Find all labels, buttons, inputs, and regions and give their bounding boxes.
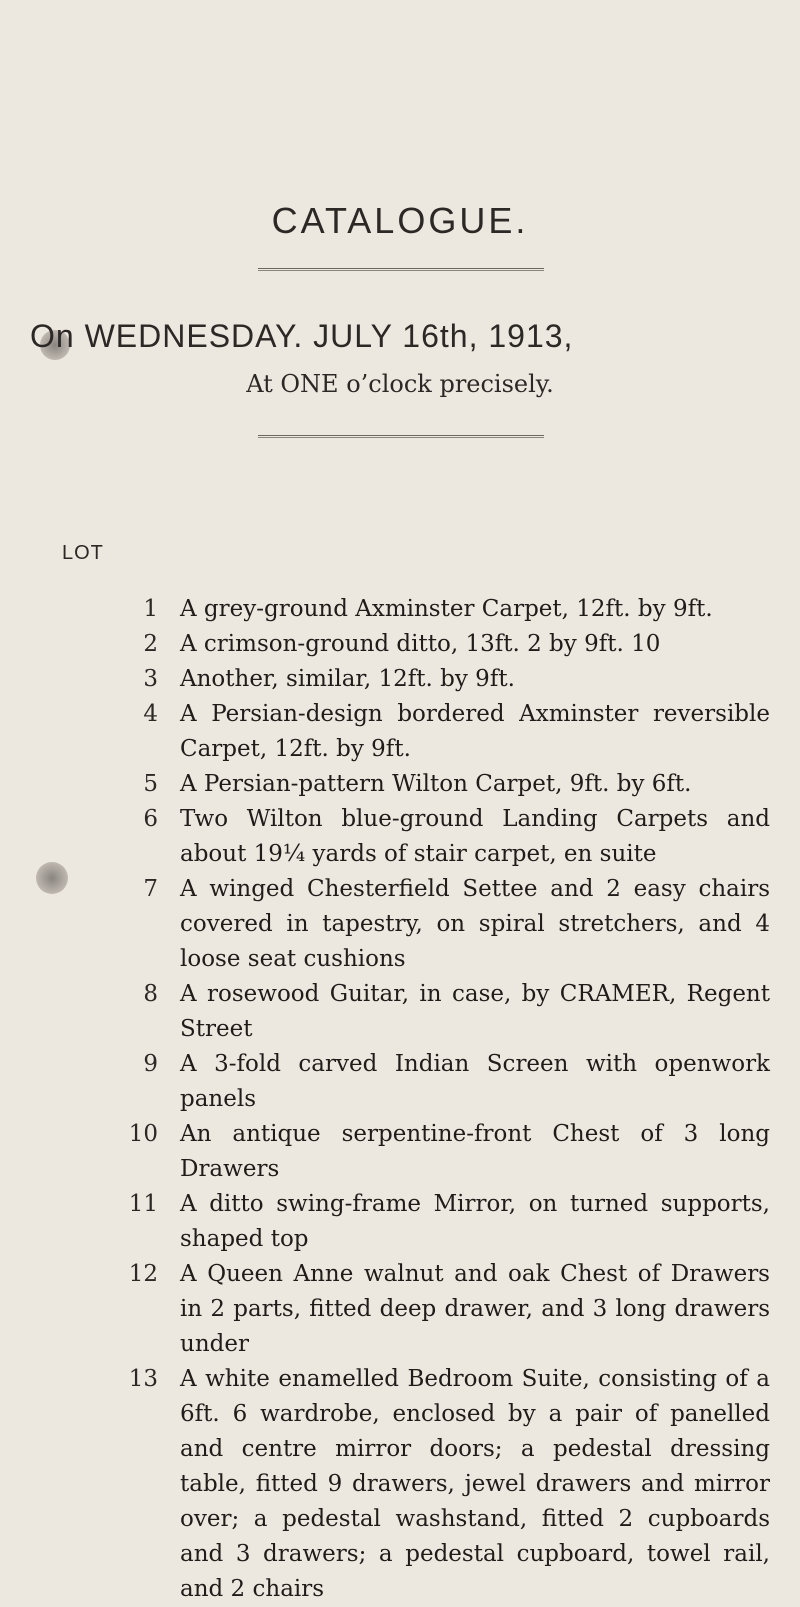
lot-number: 11 bbox=[128, 1191, 158, 1217]
lot-number: 10 bbox=[128, 1121, 158, 1147]
lot-description: Two Wilton blue-ground Landing Carpets and about 19¼ yards of stair carpet, en suite bbox=[180, 806, 770, 867]
lot-number: 6 bbox=[143, 806, 158, 832]
lot-description: A 3-fold carved Indian Screen with openwork panels bbox=[180, 1051, 770, 1112]
sale-date: On WEDNESDAY. JULY 16th, 1913, bbox=[30, 318, 574, 354]
lot-entry bbox=[0, 1187, 800, 1257]
lot-description: An antique serpentine-front Chest of 3 long Drawers bbox=[180, 1121, 770, 1182]
lot-entry bbox=[0, 1362, 800, 1607]
lot-number: 2 bbox=[143, 631, 158, 657]
lot-entry bbox=[0, 592, 800, 627]
lot-description: A winged Chesterfield Settee and 2 easy chairs covered in tapestry, on spiral stretchers, and 4 loose seat cushions bbox=[180, 876, 770, 972]
lot-number: 4 bbox=[143, 701, 158, 727]
lot-entry bbox=[0, 872, 800, 977]
lot-number: 3 bbox=[143, 666, 158, 692]
lot-number: 7 bbox=[143, 876, 158, 902]
lot-entry bbox=[0, 1117, 800, 1187]
catalogue-heading: CATALOGUE. bbox=[271, 200, 529, 241]
lot-description: A crimson-ground ditto, 13ft. 2 by 9ft. 10 bbox=[180, 631, 661, 657]
lot-entry bbox=[0, 977, 800, 1047]
lot-entry bbox=[0, 1047, 800, 1117]
lot-number: 9 bbox=[143, 1051, 158, 1077]
lot-description: A ditto swing-frame Mirror, on turned supports, shaped top bbox=[180, 1191, 770, 1252]
lot-description: A Persian-pattern Wilton Carpet, 9ft. by 6ft. bbox=[180, 771, 692, 797]
lot-number: 5 bbox=[143, 771, 158, 797]
lot-number: 1 bbox=[143, 596, 158, 622]
lot-column-header: LOT bbox=[62, 542, 104, 564]
lot-number: 8 bbox=[143, 981, 158, 1007]
lot-list bbox=[0, 592, 800, 1607]
lot-description: A grey-ground Axminster Carpet, 12ft. by 9ft. bbox=[180, 596, 713, 622]
lot-entry bbox=[0, 1257, 800, 1362]
lot-description: Another, similar, 12ft. by 9ft. bbox=[180, 666, 515, 692]
lot-description: A white enamelled Bedroom Suite, consisting of a 6ft. 6 wardrobe, enclosed by a pair of panelled and centre mirror doors; a pedestal dressing table, fitted 9 drawers, jewel drawers and mirror over; a pedestal washstand, fitted 2 cupboards and 3 drawers; a pedestal cupboard, towel rail, and 2 chairs bbox=[180, 1366, 770, 1602]
lot-number: 13 bbox=[128, 1366, 158, 1392]
heading-underline bbox=[258, 268, 544, 271]
lot-description: A Persian-design bordered Axminster reversible Carpet, 12ft. by 9ft. bbox=[180, 701, 770, 762]
lot-description: A Queen Anne walnut and oak Chest of Drawers in 2 parts, fitted deep drawer, and 3 long drawers under bbox=[180, 1261, 770, 1357]
sale-time: At ONE o’clock precisely. bbox=[246, 370, 554, 398]
lot-description: A rosewood Guitar, in case, by CRAMER, Regent Street bbox=[180, 981, 770, 1042]
lot-entry bbox=[0, 697, 800, 767]
lot-entry bbox=[0, 767, 800, 802]
lot-entry bbox=[0, 662, 800, 697]
section-divider bbox=[258, 435, 544, 438]
lot-entry bbox=[0, 802, 800, 872]
lot-number: 12 bbox=[128, 1261, 158, 1287]
lot-entry bbox=[0, 627, 800, 662]
